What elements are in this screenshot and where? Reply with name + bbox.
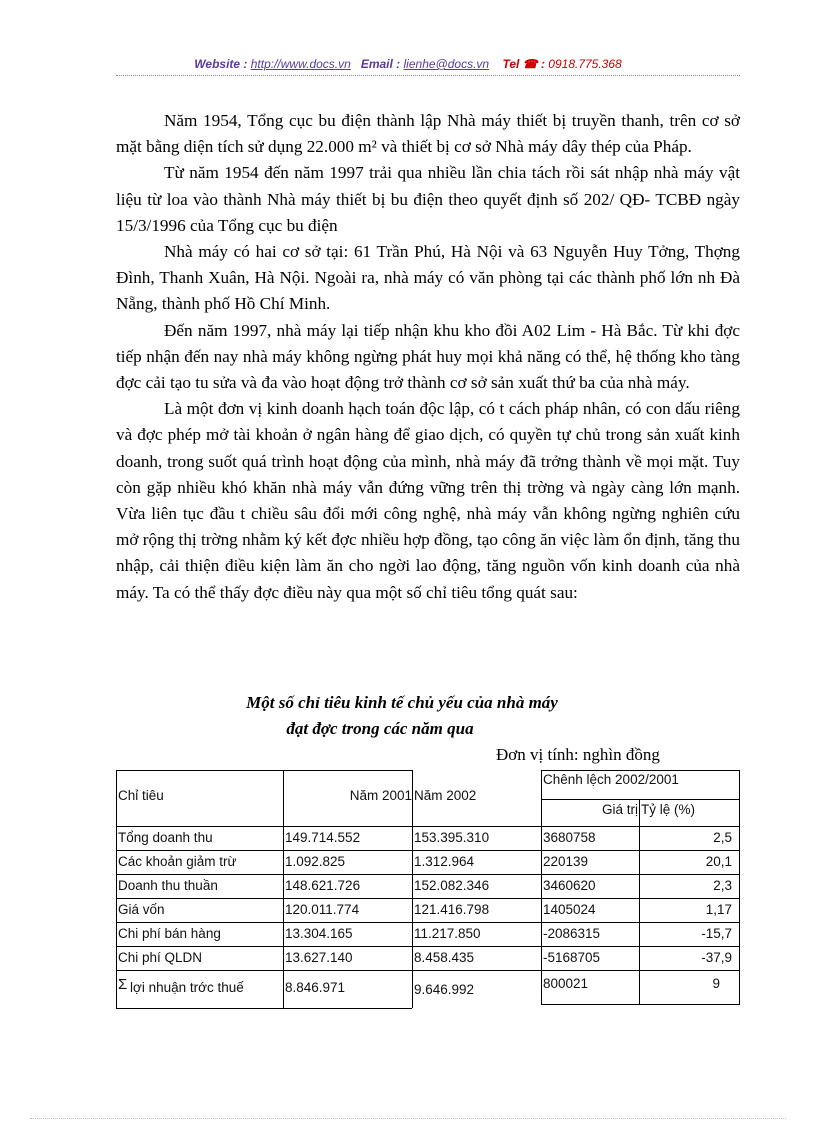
row-2001: 13.627.140 — [285, 950, 353, 965]
row-2001: 148.621.726 — [285, 878, 361, 893]
row-value: -5168705 — [543, 950, 601, 965]
row-2002: 152.082.346 — [414, 878, 490, 893]
row-name: lợi nhuận trớc thuế — [130, 980, 244, 995]
col-header-diff: Chênh lệch 2002/2001 — [543, 772, 679, 787]
row-ratio: 1,17 — [705, 902, 732, 917]
row-2001: 13.304.165 — [285, 926, 353, 941]
paragraph: Là một đơn vị kinh doanh hạch toán độc lập, có t cách pháp nhân, có con dấu riêng và đợc phép mở tài khoản ở ngân hàng để giao dịch, có quyền tự chủ trong sản xuất kinh doanh, trong suốt quá trình hoạt động của mình, nhà máy đã trởng thành về mọi mặt. Tuy còn gặp nhiều khó khăn nhà máy vẫn đứng vững trên thị trờng và ngày càng lớn mạnh. Vừa liên tục đầu t chiều sâu đổi mới công nghệ, nhà máy vẫn không ngừng nghiên cứu mở rộng thị trờng nhằm ký kết đợc nhiều hợp đồng, tạo công ăn việc làm ổn định, tăng thu nhập, cải thiện điều kiện làm ăn cho ngời lao động, tăng nguồn vốn kinh doanh của nhà máy. Ta có thể thấy đợc điều này qua một số chỉ tiêu tổng quát sau: — [116, 399, 740, 602]
row-ratio: 9 — [712, 976, 720, 991]
row-2001: 1.092.825 — [285, 854, 346, 869]
email-label: Email : — [360, 57, 401, 71]
row-ratio: -15,7 — [701, 926, 732, 941]
row-name: Tổng doanh thu — [118, 830, 213, 845]
row-value: -2086315 — [543, 926, 601, 941]
email-link[interactable]: lienhe@docs.vn — [403, 57, 490, 71]
row-value: 3460620 — [543, 878, 596, 893]
website-label: Website : — [194, 57, 248, 71]
paragraph: Nhà máy có hai cơ sở tại: 61 Trần Phú, Hà Nội và 63 Nguyễn Huy Tởng, Thợng Đình, Thanh Xuân, Hà Nội. Ngoài ra, nhà máy có văn phòng tại các thành phố lớn nh Đà Nẵng, thành phố Hồ Chí Minh. — [116, 242, 740, 314]
row-2002: 153.395.310 — [414, 830, 490, 845]
row-name: Chi phí bán hàng — [118, 926, 221, 941]
row-2002: 8.458.435 — [414, 950, 475, 965]
website-link[interactable]: http://www.docs.vn — [250, 57, 351, 71]
tel-label: Tel ☎ : — [502, 57, 545, 71]
row-ratio: -37,9 — [701, 950, 732, 965]
row-2002: 11.217.850 — [414, 926, 481, 941]
row-name: Giá vốn — [118, 902, 165, 917]
table-title-line2: đạt đợc trong các năm qua — [286, 719, 474, 738]
col-header-2001: Năm 2001 — [349, 788, 412, 803]
col-header-value: Giá trị — [601, 802, 638, 817]
unit-label: Đơn vị tính: nghìn đồng — [496, 745, 660, 764]
row-ratio: 2,3 — [713, 878, 732, 893]
row-2002: 1.312.964 — [414, 854, 475, 869]
row-name: Doanh thu thuần — [118, 878, 218, 893]
row-value: 220139 — [543, 854, 589, 869]
col-header-criteria: Chỉ tiêu — [118, 788, 164, 803]
row-name: Chi phí QLDN — [118, 950, 203, 965]
paragraph: Đến năm 1997, nhà máy lại tiếp nhận khu kho đồi A02 Lim - Hà Bắc. Từ khi đợc tiếp nhận đến nay nhà máy không ngừng phát huy mọi khả năng có thể, hệ thống kho tàng đợc cải tạo tu sửa và đa vào hoạt động trở thành cơ sở sản xuất thứ ba của nhà máy. — [116, 320, 740, 393]
row-2002: 121.416.798 — [414, 902, 490, 917]
paragraph: Từ năm 1954 đến năm 1997 trải qua nhiều lần chia tách rồi sát nhập nhà máy vật liệu từ loa vào thành Nhà máy thiết bị bu điện theo quyết định số 202/ QĐ- TCBĐ ngày 15/3/1996 của Tổng cục bu điện — [116, 163, 740, 235]
row-2001: 149.714.552 — [285, 830, 361, 845]
row-2002: 9.646.992 — [414, 982, 475, 997]
row-2001: 8.846.971 — [285, 980, 346, 995]
row-value: 1405024 — [543, 902, 596, 917]
page-header — [0, 57, 816, 71]
row-2001: 120.011.774 — [285, 902, 360, 917]
col-header-2002: Năm 2002 — [414, 788, 477, 803]
row-name: Các khoản giảm trừ — [118, 854, 237, 869]
header-divider — [116, 75, 740, 76]
body-text — [116, 108, 740, 606]
sigma-symbol: Σ — [118, 976, 128, 993]
footer-divider — [30, 1118, 786, 1119]
tel-number: 0918.775.368 — [548, 57, 622, 71]
row-ratio: 20,1 — [705, 854, 732, 869]
table-title-line1: Một số chỉ tiêu kinh tế chủ yếu của nhà máy — [246, 693, 558, 712]
paragraph: Năm 1954, Tổng cục bu điện thành lập Nhà máy thiết bị truyền thanh, trên cơ sở mặt bằng diện tích sử dụng 22.000 m² và thiết bị cơ sở Nhà máy dây thép của Pháp. — [116, 111, 740, 157]
row-value: 3680758 — [543, 830, 596, 845]
row-ratio: 2,5 — [713, 830, 732, 845]
col-header-ratio: Tỷ lệ (%) — [641, 802, 695, 817]
row-value: 800021 — [543, 976, 589, 991]
